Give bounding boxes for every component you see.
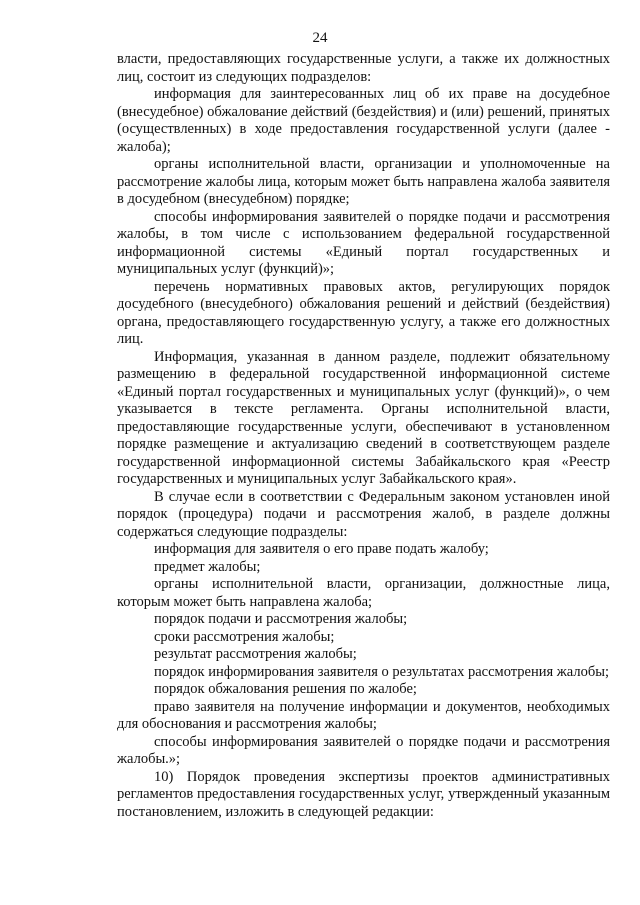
list-item: порядок информирования заявителя о результатах рассмотрения жалобы;	[154, 663, 609, 680]
paragraph: перечень нормативных правовых актов, регулирующих порядок досудебного (внесудебного) обжалования решений и действий (бездействия) органа, предоставляющего государственную услугу, а также его должностных лиц.	[117, 278, 610, 347]
list-item: порядок подачи и рассмотрения жалобы;	[154, 611, 408, 627]
list-item: сроки рассмотрения жалобы;	[154, 628, 335, 645]
paragraph-continuation: власти, предоставляющих государственные услуги, а также их должностных лиц, состоит из следующих подразделов:	[117, 51, 610, 85]
list-item: результат рассмотрения жалобы;	[154, 646, 357, 662]
list-item: способы информирования заявителей о порядке подачи и рассмотрения жалобы.»;	[117, 733, 610, 767]
paragraph: информация для заинтересованных лиц об их праве на досудебное (внесудебное) обжалование действий (бездействия) и (или) решений, принятых (осуществленных) в ходе предоставления государственной услуги (далее - жалоба);	[117, 86, 610, 155]
paragraph: Информация, указанная в данном разделе, подлежит обязательному размещению в федеральной государственной информационной системе «Единый портал государственных и муниципальных услуг (функций)», о чем указывается в тексте регламента. Органы исполнительной власти, предоставляющие государственные услуги, обеспечивают в установленном порядке размещение и актуализацию сведений в соответствующем разделе государственной информационной системы Забайкальского края «Реестр государственных и муниципальных услуг Забайкальского края».	[117, 348, 610, 487]
list-item: право заявителя на получение информации и документов, необходимых для обоснования и рассмотрения жалобы;	[117, 698, 610, 732]
paragraph: 10) Порядок проведения экспертизы проектов административных регламентов предоставления государственных услуг, утвержденный указанным постановлением, изложить в следующей редакции:	[117, 768, 610, 820]
paragraph: В случае если в соответствии с Федеральным законом установлен иной порядок (процедура) подачи и рассмотрения жалоб, в разделе должны содержаться следующие подразделы:	[117, 488, 610, 540]
list-item: органы исполнительной власти, организации, должностные лица, которым может быть направлена жалоба;	[117, 576, 610, 610]
document-body	[117, 51, 610, 821]
page-number: 24	[312, 30, 328, 46]
paragraph: органы исполнительной власти, организации и уполномоченные на рассмотрение жалобы лица, которым может быть направлена жалоба заявителя в досудебном (внесудебном) порядке;	[117, 156, 610, 207]
list-item: информация для заявителя о его праве подать жалобу;	[154, 541, 489, 557]
list-item: предмет жалобы;	[154, 558, 261, 575]
paragraph: способы информирования заявителей о порядке подачи и рассмотрения жалобы, в том числе с использованием федеральной государственной информационной системы «Единый портал государственных и муниципальных услуг (функций)»;	[117, 208, 610, 277]
list-item: порядок обжалования решения по жалобе;	[154, 681, 417, 697]
